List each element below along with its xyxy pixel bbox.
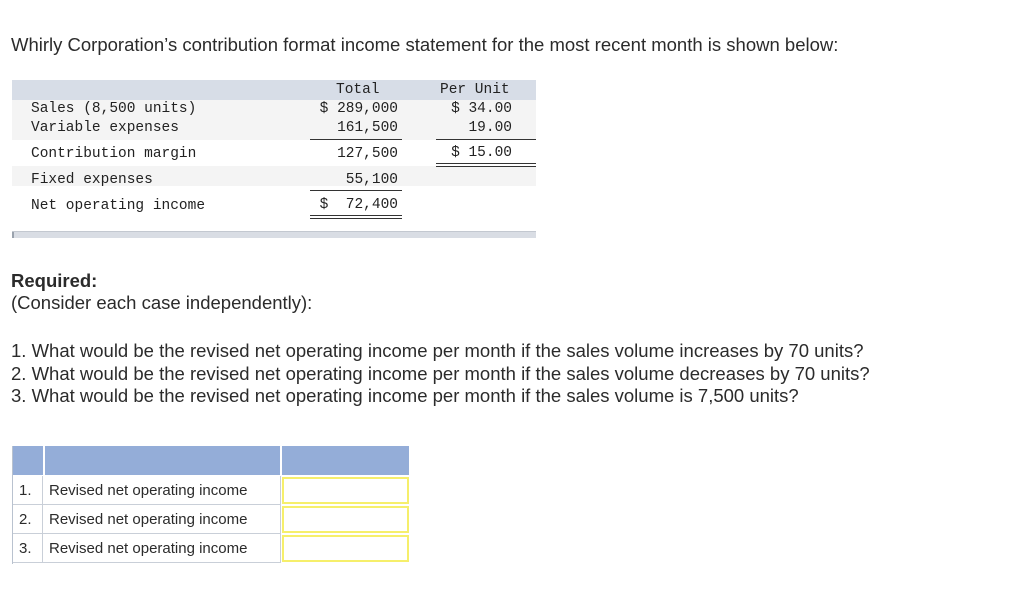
income-statement [12, 80, 536, 240]
row-total-sales: $ 289,000 [319, 101, 398, 117]
scrollbar-edge [12, 232, 14, 238]
double-underline-total [310, 215, 402, 219]
answer-row [13, 534, 409, 563]
question-2: 2. What would be the revised net operating income per month if the sales volume decreases by 70 units? [11, 362, 870, 384]
answer-row [13, 476, 409, 505]
required-heading: Required: [11, 270, 98, 291]
row-total-fixed-expenses: 55,100 [345, 172, 398, 188]
row-total-variable-expenses: 161,500 [337, 120, 398, 136]
row-label-variable-expenses: Variable expenses [31, 120, 179, 136]
answer-header-cell [45, 446, 280, 475]
row-unit-sales: $ 34.00 [451, 101, 512, 117]
row-unit-variable-expenses: 19.00 [468, 120, 512, 136]
answer-input-1[interactable] [282, 477, 409, 504]
answer-row-number: 3. [13, 534, 43, 563]
answer-header-cell [13, 446, 43, 475]
underline-total [310, 139, 402, 140]
row-total-net-operating-income: $ 72,400 [319, 197, 398, 213]
answer-row-label: Revised net operating income [43, 476, 281, 505]
answer-row-label: Revised net operating income [43, 534, 281, 563]
answer-input-3[interactable] [282, 535, 409, 562]
answer-row-number: 1. [13, 476, 43, 505]
horizontal-scrollbar[interactable] [12, 231, 536, 238]
row-total-contribution-margin: 127,500 [337, 146, 398, 162]
row-unit-contribution-margin: $ 15.00 [451, 145, 512, 161]
underline-unit [436, 139, 536, 140]
row-label-fixed-expenses: Fixed expenses [31, 172, 153, 188]
answer-table [12, 446, 410, 564]
underline-total [310, 190, 402, 191]
double-underline-unit [436, 163, 536, 167]
question-3: 3. What would be the revised net operating income per month if the sales volume is 7,500 units? [11, 385, 799, 406]
answer-header-cell [282, 446, 409, 475]
header-per-unit: Per Unit [440, 82, 510, 98]
answer-input-2[interactable] [282, 506, 409, 533]
answer-row-number: 2. [13, 505, 43, 534]
header-total: Total [336, 82, 380, 98]
questions-list [11, 340, 870, 408]
row-label-net-operating-income: Net operating income [31, 198, 206, 214]
required-subtitle: (Consider each case independently): [11, 292, 313, 313]
row-label-contribution-margin: Contribution margin [31, 146, 197, 162]
question-1: 1. What would be the revised net operating income per month if the sales volume increases by 70 units? [11, 340, 864, 361]
answer-row-label: Revised net operating income [43, 505, 281, 534]
answer-row [13, 505, 409, 534]
row-label-sales: Sales (8,500 units) [31, 101, 197, 117]
intro-text: Whirly Corporation’s contribution format income statement for the most recent month is shown below: [11, 34, 839, 55]
